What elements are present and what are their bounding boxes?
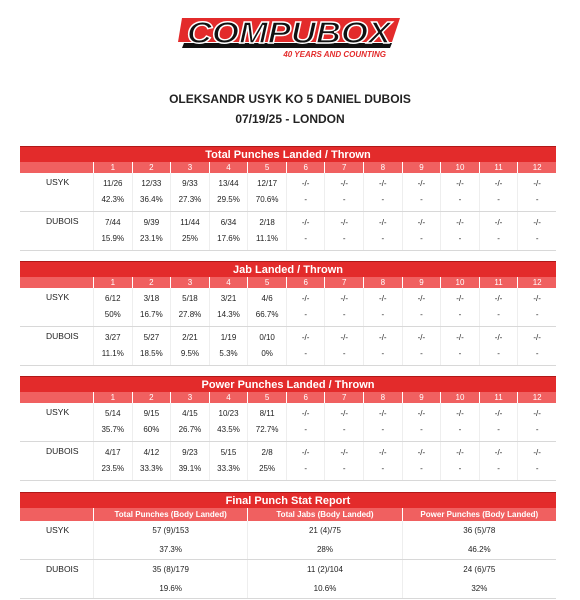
count-cell: -/-: [324, 327, 363, 346]
final-cell: 36 (5)/78: [402, 521, 556, 540]
pct-cell: -: [440, 461, 479, 480]
round-label: 7: [324, 392, 363, 403]
count-cell: 3/27: [93, 327, 132, 346]
round-label: 9: [402, 277, 441, 288]
final-header-power: Power Punches (Body Landed): [402, 508, 556, 521]
count-cell: 10/23: [209, 403, 248, 422]
round-label: 3: [170, 392, 209, 403]
pct-cell: 50%: [93, 307, 132, 326]
round-header-row: [20, 162, 556, 173]
landed-thrown-row: [20, 403, 556, 422]
pct-cell: 42.3%: [93, 192, 132, 211]
final-stat-report: [20, 492, 556, 599]
pct-cell: -: [324, 192, 363, 211]
pct-cell: 18.5%: [132, 346, 171, 365]
landed-thrown-row: [20, 442, 556, 461]
final-cell: 57 (9)/153: [93, 521, 247, 540]
pct-cell: -: [479, 192, 518, 211]
count-cell: -/-: [363, 442, 402, 461]
landed-thrown-row: [20, 173, 556, 192]
count-cell: 12/33: [132, 173, 171, 192]
round-label: 10: [440, 162, 479, 173]
final-cell: 21 (4)/75: [247, 521, 401, 540]
count-cell: -/-: [517, 327, 556, 346]
fighter-name: USYK: [46, 407, 70, 417]
count-cell: 5/14: [93, 403, 132, 422]
round-label: 8: [363, 277, 402, 288]
compubox-logo: [178, 12, 400, 60]
count-cell: 6/12: [93, 288, 132, 307]
pct-cell: -: [286, 461, 325, 480]
count-cell: -/-: [517, 212, 556, 231]
count-cell: -/-: [363, 173, 402, 192]
pct-cell: -: [479, 346, 518, 365]
count-cell: -/-: [517, 403, 556, 422]
pct-cell: -: [517, 192, 556, 211]
final-header-row: [20, 508, 556, 521]
round-label: 5: [247, 277, 286, 288]
final-fighter-dubois: [20, 560, 556, 599]
fighter-name: DUBOIS: [46, 446, 79, 456]
pct-cell: -: [440, 192, 479, 211]
pct-cell: -: [479, 307, 518, 326]
count-cell: 4/12: [132, 442, 171, 461]
count-cell: -/-: [286, 288, 325, 307]
count-cell: 0/10: [247, 327, 286, 346]
count-cell: -/-: [440, 327, 479, 346]
count-cell: -/-: [363, 212, 402, 231]
round-label: 6: [286, 277, 325, 288]
count-cell: 11/44: [170, 212, 209, 231]
round-label: 12: [517, 277, 556, 288]
count-cell: -/-: [479, 403, 518, 422]
pct-cell: -: [402, 192, 441, 211]
logo-tagline: 40 YEARS AND COUNTING: [283, 50, 386, 59]
round-label: 11: [479, 162, 518, 173]
round-label: 8: [363, 392, 402, 403]
count-cell: -/-: [324, 442, 363, 461]
pct-cell: -: [402, 307, 441, 326]
count-cell: 8/11: [247, 403, 286, 422]
round-label: 7: [324, 162, 363, 173]
pct-cell: -: [363, 422, 402, 441]
pct-cell: 11.1%: [247, 231, 286, 250]
round-label: 4: [209, 162, 248, 173]
round-header-row: [20, 392, 556, 403]
pct-cell: -: [324, 346, 363, 365]
round-label: 3: [170, 162, 209, 173]
round-label: 5: [247, 162, 286, 173]
round-label: 5: [247, 392, 286, 403]
final-pct-row: [20, 540, 556, 559]
fighter-name: USYK: [46, 525, 70, 535]
count-cell: 12/17: [247, 173, 286, 192]
pct-cell: 14.3%: [209, 307, 248, 326]
section-power-punches: [20, 376, 556, 481]
final-header-jabs: Total Jabs (Body Landed): [247, 508, 401, 521]
pct-cell: 25%: [170, 231, 209, 250]
pct-cell: -: [402, 422, 441, 441]
count-cell: -/-: [440, 173, 479, 192]
section-title: Jab Landed / Thrown: [20, 261, 556, 277]
pct-cell: 9.5%: [170, 346, 209, 365]
pct-cell: 36.4%: [132, 192, 171, 211]
count-cell: -/-: [324, 173, 363, 192]
pct-cell: -: [440, 231, 479, 250]
pct-cell: 11.1%: [93, 346, 132, 365]
round-label: 12: [517, 392, 556, 403]
round-label: 7: [324, 277, 363, 288]
fighter-block-dubois: [20, 212, 556, 251]
count-cell: 2/8: [247, 442, 286, 461]
final-cell: 28%: [247, 540, 401, 559]
round-label: 8: [363, 162, 402, 173]
pct-cell: 25%: [247, 461, 286, 480]
pct-cell: 15.9%: [93, 231, 132, 250]
count-cell: 1/19: [209, 327, 248, 346]
final-cell: 24 (6)/75: [402, 560, 556, 579]
count-cell: -/-: [402, 403, 441, 422]
count-cell: -/-: [479, 173, 518, 192]
count-cell: 5/18: [170, 288, 209, 307]
round-label: 3: [170, 277, 209, 288]
pct-cell: 60%: [132, 422, 171, 441]
pct-cell: -: [479, 461, 518, 480]
count-cell: -/-: [402, 442, 441, 461]
count-cell: -/-: [402, 288, 441, 307]
count-cell: 9/15: [132, 403, 171, 422]
percentage-row: [20, 346, 556, 365]
count-cell: -/-: [402, 327, 441, 346]
pct-cell: 72.7%: [247, 422, 286, 441]
fighter-block-usyk: [20, 173, 556, 212]
count-cell: -/-: [440, 442, 479, 461]
round-label: 1: [93, 392, 132, 403]
pct-cell: 27.8%: [170, 307, 209, 326]
pct-cell: -: [440, 307, 479, 326]
final-pct-row: [20, 579, 556, 598]
section-jab: [20, 261, 556, 366]
pct-cell: -: [286, 307, 325, 326]
count-cell: -/-: [286, 212, 325, 231]
round-label: 1: [93, 162, 132, 173]
pct-cell: -: [440, 422, 479, 441]
final-cell: 37.3%: [93, 540, 247, 559]
fight-title: OLEKSANDR USYK KO 5 DANIEL DUBOIS: [169, 92, 411, 106]
pct-cell: 16.7%: [132, 307, 171, 326]
pct-cell: -: [363, 461, 402, 480]
count-cell: -/-: [479, 327, 518, 346]
percentage-row: [20, 192, 556, 211]
round-label: 11: [479, 277, 518, 288]
count-cell: 4/6: [247, 288, 286, 307]
pct-cell: 23.5%: [93, 461, 132, 480]
pct-cell: -: [324, 231, 363, 250]
pct-cell: -: [402, 461, 441, 480]
pct-cell: 33.3%: [132, 461, 171, 480]
pct-cell: -: [286, 422, 325, 441]
pct-cell: 17.6%: [209, 231, 248, 250]
fighter-name: DUBOIS: [46, 564, 79, 574]
pct-cell: 70.6%: [247, 192, 286, 211]
pct-cell: -: [324, 422, 363, 441]
count-cell: -/-: [517, 442, 556, 461]
count-cell: 2/18: [247, 212, 286, 231]
percentage-row: [20, 422, 556, 441]
count-cell: -/-: [440, 288, 479, 307]
pct-cell: 39.1%: [170, 461, 209, 480]
count-cell: -/-: [286, 442, 325, 461]
round-label: 10: [440, 392, 479, 403]
count-cell: -/-: [479, 442, 518, 461]
count-cell: -/-: [324, 212, 363, 231]
pct-cell: -: [479, 231, 518, 250]
pct-cell: -: [363, 307, 402, 326]
count-cell: -/-: [363, 327, 402, 346]
final-value-row: [20, 560, 556, 579]
pct-cell: -: [363, 231, 402, 250]
pct-cell: -: [286, 192, 325, 211]
logo-wordmark: COMPUBOX: [187, 15, 394, 50]
pct-cell: 29.5%: [209, 192, 248, 211]
pct-cell: -: [402, 346, 441, 365]
landed-thrown-row: [20, 327, 556, 346]
count-cell: 3/18: [132, 288, 171, 307]
landed-thrown-row: [20, 212, 556, 231]
pct-cell: -: [517, 307, 556, 326]
percentage-row: [20, 461, 556, 480]
count-cell: -/-: [324, 403, 363, 422]
count-cell: -/-: [517, 288, 556, 307]
final-cell: 32%: [402, 579, 556, 598]
pct-cell: -: [363, 346, 402, 365]
fighter-block-usyk: [20, 288, 556, 327]
final-cell: 10.6%: [247, 579, 401, 598]
count-cell: -/-: [517, 173, 556, 192]
fighter-block-dubois: [20, 327, 556, 366]
count-cell: 4/15: [170, 403, 209, 422]
fighter-name: DUBOIS: [46, 331, 79, 341]
final-value-row: [20, 521, 556, 540]
count-cell: 9/39: [132, 212, 171, 231]
pct-cell: 23.1%: [132, 231, 171, 250]
pct-cell: 35.7%: [93, 422, 132, 441]
count-cell: -/-: [479, 212, 518, 231]
fighter-name: USYK: [46, 292, 70, 302]
fighter-name: USYK: [46, 177, 70, 187]
round-label: 1: [93, 277, 132, 288]
count-cell: 11/26: [93, 173, 132, 192]
round-label: 11: [479, 392, 518, 403]
section-total-punches: [20, 146, 556, 251]
landed-thrown-row: [20, 288, 556, 307]
count-cell: -/-: [286, 173, 325, 192]
count-cell: -/-: [402, 173, 441, 192]
round-label: 2: [132, 392, 171, 403]
pct-cell: 43.5%: [209, 422, 248, 441]
section-title: Final Punch Stat Report: [20, 492, 556, 508]
round-label: 2: [132, 277, 171, 288]
round-label: 6: [286, 392, 325, 403]
final-cell: 46.2%: [402, 540, 556, 559]
fighter-name: DUBOIS: [46, 216, 79, 226]
count-cell: 2/21: [170, 327, 209, 346]
count-cell: -/-: [286, 403, 325, 422]
round-label: 9: [402, 392, 441, 403]
count-cell: 6/34: [209, 212, 248, 231]
count-cell: 7/44: [93, 212, 132, 231]
pct-cell: 5.3%: [209, 346, 248, 365]
pct-cell: -: [324, 461, 363, 480]
count-cell: -/-: [363, 288, 402, 307]
count-cell: 4/17: [93, 442, 132, 461]
pct-cell: -: [517, 346, 556, 365]
pct-cell: -: [286, 346, 325, 365]
final-cell: 11 (2)/104: [247, 560, 401, 579]
round-label: 6: [286, 162, 325, 173]
count-cell: -/-: [324, 288, 363, 307]
percentage-row: [20, 307, 556, 326]
count-cell: -/-: [402, 212, 441, 231]
section-title: Total Punches Landed / Thrown: [20, 146, 556, 162]
fight-subtitle: 07/19/25 - LONDON: [235, 112, 345, 126]
count-cell: -/-: [479, 288, 518, 307]
round-label: 12: [517, 162, 556, 173]
section-title: Power Punches Landed / Thrown: [20, 376, 556, 392]
count-cell: -/-: [286, 327, 325, 346]
pct-cell: -: [324, 307, 363, 326]
round-header-row: [20, 277, 556, 288]
fighter-block-dubois: [20, 442, 556, 481]
pct-cell: -: [517, 231, 556, 250]
round-label: 4: [209, 277, 248, 288]
pct-cell: -: [517, 422, 556, 441]
pct-cell: 26.7%: [170, 422, 209, 441]
final-cell: 35 (8)/179: [93, 560, 247, 579]
count-cell: 5/27: [132, 327, 171, 346]
count-cell: -/-: [363, 403, 402, 422]
count-cell: 5/15: [209, 442, 248, 461]
round-label: 4: [209, 392, 248, 403]
pct-cell: -: [479, 422, 518, 441]
count-cell: 13/44: [209, 173, 248, 192]
pct-cell: -: [440, 346, 479, 365]
count-cell: 3/21: [209, 288, 248, 307]
count-cell: -/-: [440, 403, 479, 422]
pct-cell: 27.3%: [170, 192, 209, 211]
pct-cell: 33.3%: [209, 461, 248, 480]
count-cell: 9/23: [170, 442, 209, 461]
round-label: 10: [440, 277, 479, 288]
pct-cell: 0%: [247, 346, 286, 365]
count-cell: -/-: [440, 212, 479, 231]
pct-cell: 66.7%: [247, 307, 286, 326]
percentage-row: [20, 231, 556, 250]
final-header-total: Total Punches (Body Landed): [93, 508, 247, 521]
round-label: 9: [402, 162, 441, 173]
pct-cell: -: [402, 231, 441, 250]
round-label: 2: [132, 162, 171, 173]
pct-cell: -: [363, 192, 402, 211]
pct-cell: -: [286, 231, 325, 250]
pct-cell: -: [517, 461, 556, 480]
final-fighter-usyk: [20, 521, 556, 560]
fighter-block-usyk: [20, 403, 556, 442]
final-cell: 19.6%: [93, 579, 247, 598]
count-cell: 9/33: [170, 173, 209, 192]
